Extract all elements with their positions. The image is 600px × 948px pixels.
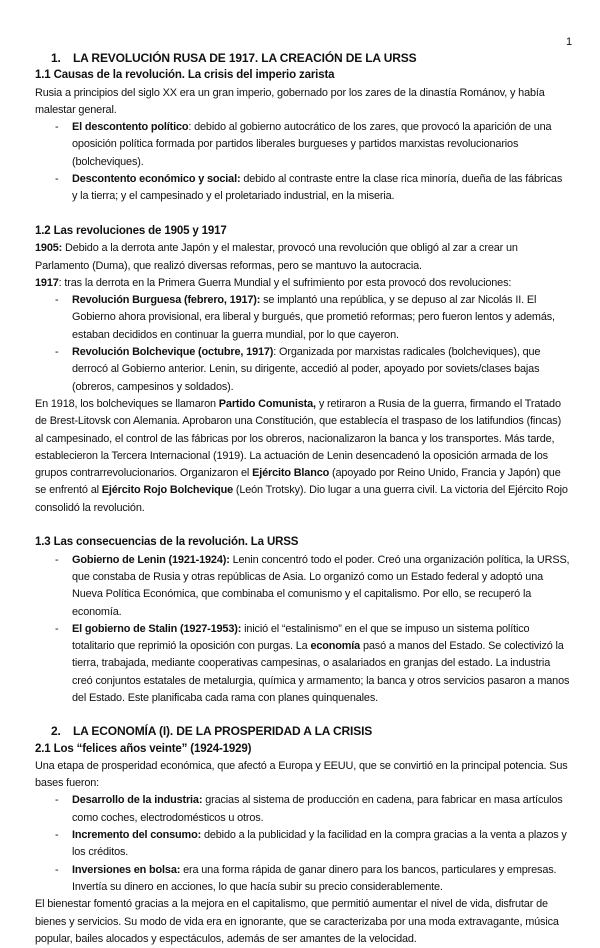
bullet-dash-icon: - xyxy=(55,829,59,842)
bold-term: Partido Comunista, xyxy=(218,397,316,410)
text-run: Una etapa de prosperidad económica, que afectó a Europa y EEUU, que se convirtió en la principal potencia. Sus bases fueron: xyxy=(35,759,568,790)
section-title: LA ECONOMÍA (I). DE LA PROSPERIDAD A LA CRISIS xyxy=(73,724,373,739)
bold-term: Desarrollo de la industria: xyxy=(72,794,203,807)
bullet-dash-icon: - xyxy=(55,863,59,876)
paragraph xyxy=(35,240,570,275)
paragraph xyxy=(35,758,570,793)
bullet-dash-icon: - xyxy=(55,121,59,134)
text-run: El bienestar fomentó gracias a la mejora en el capitalismo, que permitió aumentar el nivel de vida, disfrutar de bienes y servicios. Su modo de vida era en ignorante, que se caracterizaba por una moda extravagante, música popular, bailes alocados y espectáculos, además de ser amantes de la velocidad. xyxy=(35,898,559,945)
bold-term: 1917 xyxy=(35,276,59,289)
paragraph xyxy=(35,896,570,948)
text-run: se implantó una república, y se depuso al zar Nicolás II. El Gobierno ahora provisional, era liberal y burgués, que prometió reformas; pero fueron lentos y además, estaban decididos en continuar la guerra mundial, por lo que cayeron. xyxy=(72,294,555,341)
bold-term: El gobierno de Stalin (1927-1953): xyxy=(72,622,242,635)
bullet-item xyxy=(35,621,570,707)
text-run: (León Trotsky). Dio lugar a una guerra civil. La victoria del Ejército Rojo consolidó la revolución. xyxy=(35,484,568,514)
bold-term: Incremento del consumo: xyxy=(72,829,202,842)
bold-term: Revolución Bolchevique (octubre, 1917) xyxy=(72,346,274,359)
bullet-item xyxy=(35,862,570,897)
text-run: Debido a la derrota ante Japón y el malestar, provocó una revolución que obligó al zar a crear un Parlamento (Duma), que realizó diversas reformas, pero se mantuvo la autocracia. xyxy=(35,242,518,272)
paragraph xyxy=(35,85,570,120)
subsection-heading: 1.3 Las consecuencias de la revolución. La URSS xyxy=(35,536,299,549)
bullet-item xyxy=(35,344,570,396)
text-run: : tras la derrota en la Primera Guerra Mundial y el sufrimiento por esta provocó dos revoluciones: xyxy=(58,276,512,289)
text-run: (apoyado por Reino Unido, Francia y Japón) que se enfrentó al xyxy=(35,467,561,497)
section-number: 2. xyxy=(51,724,61,739)
text-run: inició el “estalinismo” en el que se impuso un sistema político totalitario que reprimió la oposición con purgas. La xyxy=(72,622,530,653)
bold-term: Ejército Blanco xyxy=(252,467,330,480)
text-run: era una forma rápida de ganar dinero para los bancos, particulares y empresas. Invertía su dinero en acciones, lo que hacía subir su precio considerablemente. xyxy=(72,863,557,893)
bold-term: 1905: xyxy=(35,242,63,255)
subsection-heading: 2.1 Los “felices años veinte” (1924-1929) xyxy=(35,742,252,755)
section-title: LA REVOLUCIÓN RUSA DE 1917. LA CREACIÓN DE LA URSS xyxy=(73,51,417,65)
bullet-dash-icon: - xyxy=(55,294,59,307)
text-run: gracias al sistema de producción en cadena, para fabricar en masa artículos como coches, electrodomésticos u otros. xyxy=(72,794,563,824)
text-run: Lenin concentró todo el poder. Creó una organización política, la URSS, que constaba de Rusia y otras repúblicas de Asia. Lo organizó como un Estado federal y adoptó una Nueva Política Económica, que combinaba el comunismo y el capitalismo. Por ello, se recuperó la economía. xyxy=(72,553,570,618)
text-run: y retiraron a Rusia de la guerra, firmando el Tratado de Brest-Litovsk con Alemania. Aprobaron una Constitución, que establecía el traspaso de los latifundios (fincas) al campesinado, el control de las fábricas por los obreros, nacionalizaron la banca y los transportes. Más tarde, establecieron la Tercera Internacional (1919). La actuación de Lenin desencadenó la oposición armada de los grupos contrarrevolucionarios. Organizaron el xyxy=(35,397,562,480)
text-run: pasó a manos del Estado. Se colectivizó la tierra, trabajada, mediante cooperativas campesinas, o asalariados en granjas del estado. La industria creó conjuntos estatales de metalurgia, química y armamento; la banca y otros servicios pasaron a manos del Estado. Este planificaba cada rama con planes quinquenales. xyxy=(72,640,570,704)
bullet-dash-icon: - xyxy=(55,553,59,566)
bold-term: economía xyxy=(310,640,361,653)
text-run: debido a la publicidad y la facilidad en la compra gracias a la venta a plazos y los créditos. xyxy=(72,829,567,859)
bullet-item xyxy=(35,292,570,344)
bold-term: Revolución Burguesa (febrero, 1917): xyxy=(72,294,261,307)
bold-term: Ejército Rojo Bolchevique xyxy=(101,484,233,497)
text-run: : debido al gobierno autocrático de los zares, que provocó la aparición de una oposición política formada por partidos liberales burgueses y partidos marxistas revolucionarios (bolcheviques). xyxy=(72,121,552,168)
paragraph xyxy=(35,396,570,517)
bold-term: Inversiones en bolsa: xyxy=(72,863,181,876)
bullet-dash-icon: - xyxy=(55,173,59,186)
section-number: 1. xyxy=(51,51,61,65)
section-heading xyxy=(35,50,570,67)
bullet-item xyxy=(35,552,570,621)
subsection-heading: 1.2 Las revoluciones de 1905 y 1917 xyxy=(35,224,227,237)
document-page xyxy=(35,34,570,948)
text-run: debido al contraste entre la clase rica minoría, dueña de las fábricas y la tierra; y el campesinado y el proletariado industrial, en la miseria. xyxy=(72,173,563,203)
bullet-item xyxy=(35,119,570,171)
page-number: 1 xyxy=(566,36,572,48)
subsection-heading: 1.1 Causas de la revolución. La crisis del imperio zarista xyxy=(35,69,335,82)
bullet-dash-icon: - xyxy=(55,622,59,635)
text-run: Rusia a principios del siglo XX era un gran imperio, gobernado por los zares de la dinastía Románov, y había malestar general. xyxy=(35,86,545,116)
bold-term: Gobierno de Lenin (1921-1924): xyxy=(72,553,230,566)
bullet-dash-icon: - xyxy=(55,346,59,359)
bullet-item xyxy=(35,827,570,862)
bold-term: El descontento político xyxy=(72,121,189,134)
bullet-item xyxy=(35,171,570,206)
document-content xyxy=(35,50,570,948)
text-run: : Organizada por marxistas radicales (bolcheviques), que derrocó al Gobierno anterior. Lenin, su dirigente, accedió al poder, apoyado por soviets/clases bajas (obreros, campesinos y soldados). xyxy=(72,346,541,393)
bold-term: Descontento económico y social: xyxy=(72,173,241,186)
bullet-item xyxy=(35,792,570,827)
bullet-dash-icon: - xyxy=(55,794,59,807)
blank-line xyxy=(35,517,570,534)
blank-line xyxy=(35,206,570,223)
text-run: En 1918, los bolcheviques se llamaron xyxy=(35,397,219,410)
section-heading xyxy=(35,723,570,740)
paragraph xyxy=(35,275,570,292)
